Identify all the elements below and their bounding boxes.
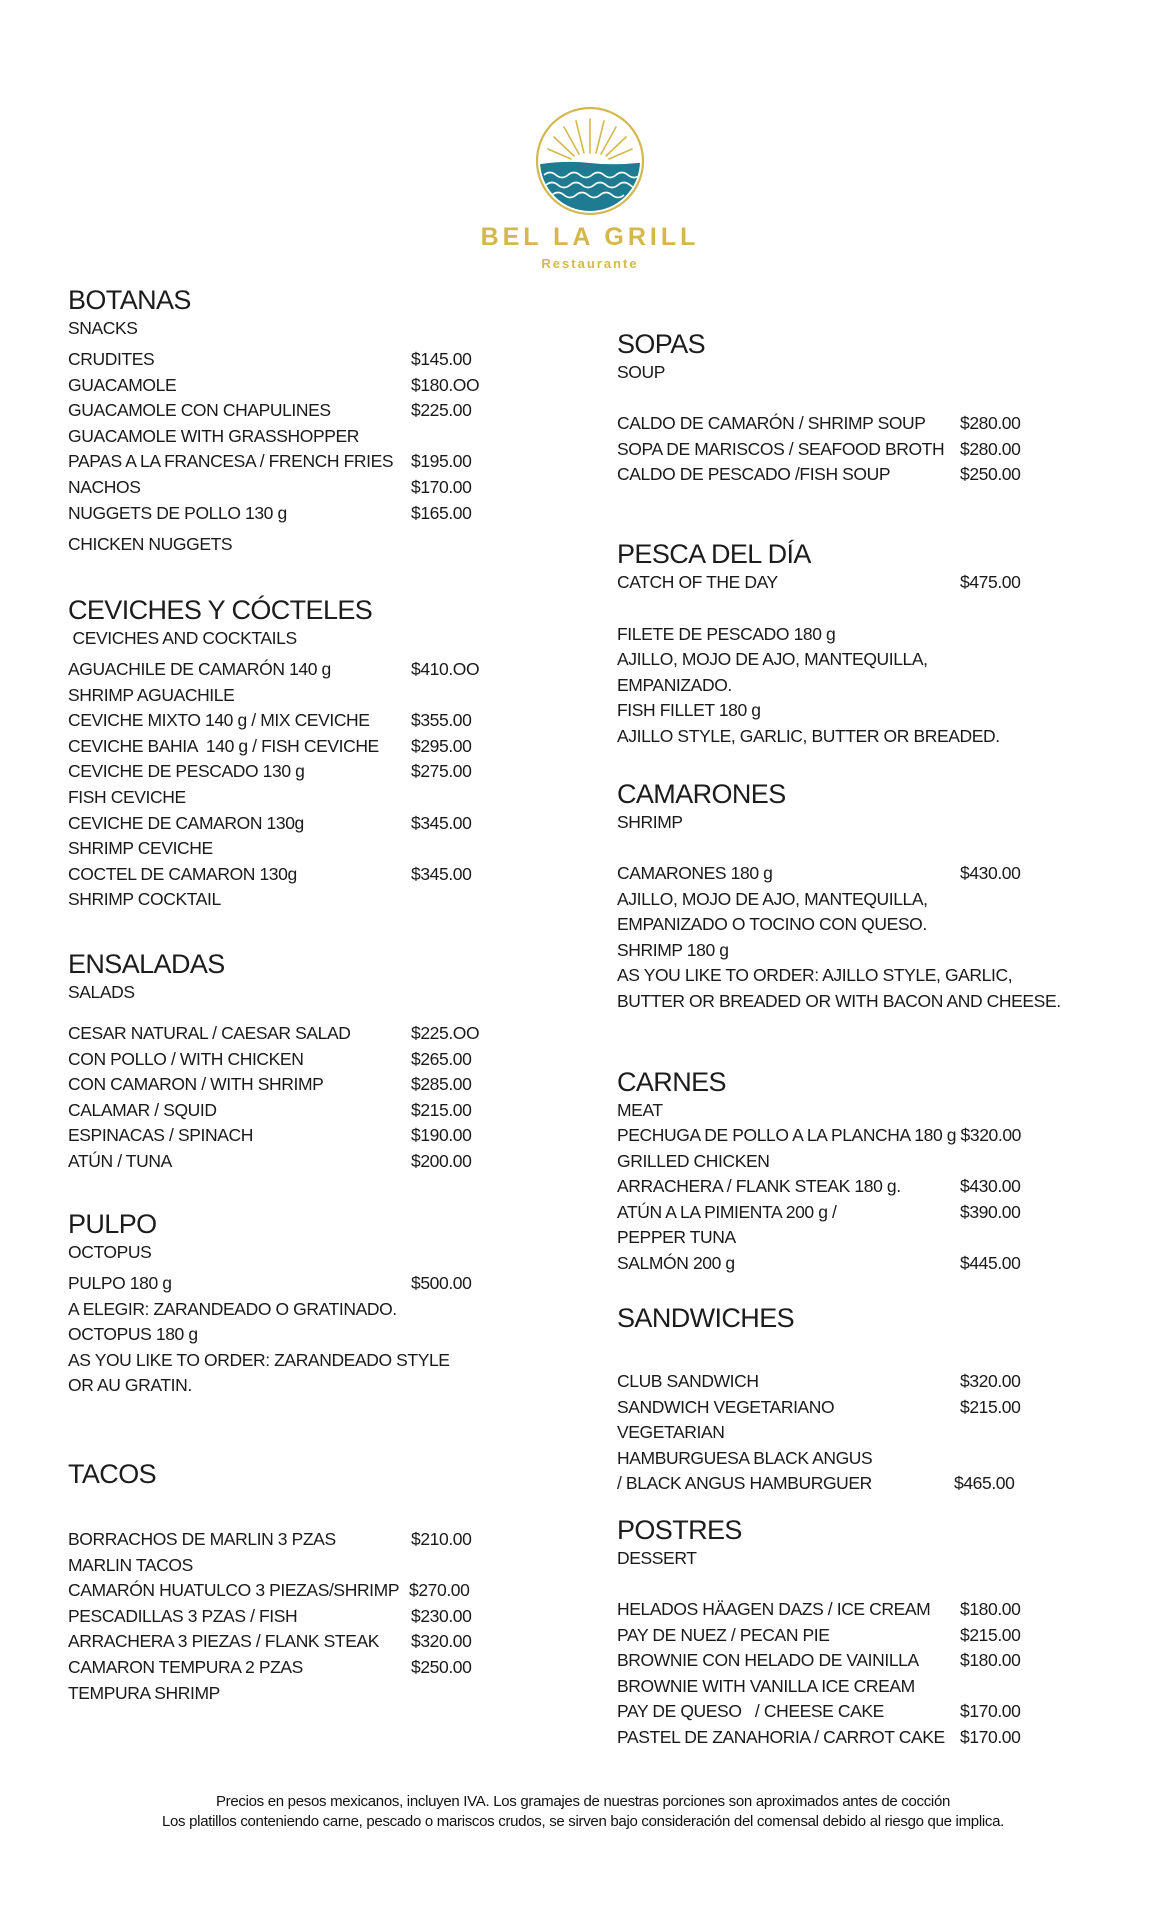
section-subtitle: SOUP [617, 362, 665, 382]
menu-item: NACHOS $170.00 [68, 475, 508, 501]
price: $390.00 [960, 1201, 1021, 1222]
menu-item-description: AJILLO STYLE, GARLIC, BUTTER OR BREADED. [617, 725, 1000, 746]
price: $225.00 [411, 400, 472, 421]
menu-item-description: EMPANIZADO O TOCINO CON QUESO. [617, 914, 927, 935]
menu-item-description: FISH FILLET 180 g [617, 700, 761, 721]
menu-item: PULPO 180 g $500.00 [68, 1271, 508, 1297]
section-title: CEVICHES Y CÓCTELES [68, 595, 373, 625]
menu-item-description: BROWNIE WITH VANILLA ICE CREAM [617, 1675, 915, 1696]
price: $295.00 [411, 735, 472, 756]
menu-item: BROWNIE CON HELADO DE VAINILLA $180.00 [617, 1648, 1077, 1674]
menu-item: CALDO DE CAMARÓN / SHRIMP SOUP $280.00 [617, 411, 1077, 437]
section-title: CARNES [617, 1067, 726, 1097]
price: $320.00 [411, 1631, 472, 1652]
price: $225.OO [411, 1023, 480, 1043]
price: $180.00 [960, 1650, 1021, 1671]
menu-item-description: A ELEGIR: ZARANDEADO O GRATINADO. [68, 1298, 397, 1319]
menu-item: BORRACHOS DE MARLIN 3 PZAS $210.00 [68, 1527, 508, 1553]
section-subtitle: CEVICHES AND COCKTAILS [68, 628, 297, 648]
menu-item-description: HAMBURGUESA BLACK ANGUS [617, 1447, 873, 1468]
price: $200.00 [411, 1150, 472, 1171]
price: $475.00 [960, 572, 1021, 592]
section-sandwiches [617, 1302, 1077, 1497]
menu-item: ARRACHERA 3 PIEZAS / FLANK STEAK $320.00 [68, 1629, 508, 1655]
section-subtitle: DESSERT [617, 1548, 697, 1568]
menu-item: HELADOS HÄAGEN DAZS / ICE CREAM $180.00 [617, 1597, 1077, 1623]
menu-item: PAY DE QUESO / CHEESE CAKE $170.00 [617, 1699, 1077, 1725]
menu-item-description: SHRIMP COCKTAIL [68, 889, 221, 910]
section-title: SANDWICHES [617, 1303, 795, 1333]
section-title: POSTRES [617, 1515, 742, 1545]
section-pesca-del-dia [617, 538, 1077, 750]
price: $345.00 [411, 863, 472, 884]
price: $465.00 [954, 1473, 1015, 1494]
section-title: PULPO [68, 1209, 157, 1239]
section-title: SOPAS [617, 329, 706, 359]
menu-item: GUACAMOLE CON CHAPULINES $225.00 [68, 398, 508, 424]
section-botanas [68, 284, 508, 558]
section-subtitle: SALADS [68, 982, 135, 1002]
price: $250.00 [411, 1656, 472, 1677]
menu-item-description: MARLIN TACOS [68, 1554, 193, 1575]
price: $280.00 [960, 438, 1021, 459]
menu-item-description: FISH CEVICHE [68, 786, 186, 807]
menu-item: PASTEL DE ZANAHORIA / CARROT CAKE $170.00 [617, 1725, 1077, 1751]
price: $195.00 [411, 451, 472, 472]
section-sopas [617, 328, 1077, 488]
section-ensaladas [68, 948, 508, 1175]
menu-item: / BLACK ANGUS HAMBURGUER $465.00 [617, 1471, 1077, 1497]
price: $430.00 [960, 1176, 1021, 1197]
menu-item: PECHUGA DE POLLO A LA PLANCHA 180 g $320.00 [617, 1125, 1022, 1145]
section-camarones [617, 778, 1077, 1015]
menu-item: COCTEL DE CAMARON 130g $345.00 [68, 862, 508, 888]
price: $230.00 [411, 1605, 472, 1626]
price: $445.00 [960, 1252, 1021, 1273]
section-title: TACOS [68, 1459, 157, 1489]
menu-item-description: OR AU GRATIN. [68, 1375, 192, 1396]
price: $430.00 [960, 863, 1021, 883]
menu-item: CEVICHE BAHIA 140 g / FISH CEVICHE $295.00 [68, 734, 508, 760]
footer-line-2: Los platillos conteniendo carne, pescado o mariscos crudos, se sirven bajo consideración del comensal debido al riesgo que implica. [161, 1813, 1005, 1830]
price: $345.00 [411, 812, 472, 833]
menu-item: CAMARÓN HUATULCO 3 PIEZAS/SHRIMP $270.00 [68, 1578, 508, 1604]
brand-subtitle: Restaurante [541, 256, 639, 271]
footer-disclaimer [0, 1792, 1166, 1832]
section-subtitle: OCTOPUS [68, 1242, 152, 1262]
menu-item: CALDO DE PESCADO /FISH SOUP $250.00 [617, 462, 1077, 488]
section-title: CAMARONES [617, 779, 786, 809]
menu-item: CESAR NATURAL / CAESAR SALAD $225.OO [68, 1021, 508, 1047]
menu-item: ATÚN A LA PIMIENTA 200 g / $390.00 [617, 1200, 1077, 1226]
menu-item: CEVICHE MIXTO 140 g / MIX CEVICHE $355.00 [68, 708, 508, 734]
section-subtitle: SNACKS [68, 318, 138, 338]
menu-item: SANDWICH VEGETARIANO $215.00 [617, 1395, 1077, 1421]
menu-item: PESCADILLAS 3 PZAS / FISH $230.00 [68, 1604, 508, 1630]
menu-item: CLUB SANDWICH $320.00 [617, 1369, 1077, 1395]
section-pulpo [68, 1208, 508, 1399]
menu-item: CEVICHE DE CAMARON 130g $345.00 [68, 811, 508, 837]
menu-item-description: BUTTER OR BREADED OR WITH BACON AND CHEESE. [617, 990, 1061, 1011]
section-postres [617, 1514, 1077, 1751]
menu-item-description: SHRIMP AGUACHILE [68, 684, 235, 705]
menu-item-description: SHRIMP 180 g [617, 939, 729, 960]
menu-item-description: EMPANIZADO. [617, 674, 732, 695]
price: $265.00 [411, 1048, 472, 1069]
menu-item: AGUACHILE DE CAMARÓN 140 g $410.OO [68, 657, 508, 683]
menu-item: ATÚN / TUNA $200.00 [68, 1149, 508, 1175]
price: $270.00 [409, 1580, 470, 1601]
section-title: BOTANAS [68, 285, 191, 315]
menu-item-description: SHRIMP CEVICHE [68, 838, 213, 859]
menu-item: CAMARONES 180 g $430.00 [617, 861, 1077, 887]
menu-item-description: GUACAMOLE WITH GRASSHOPPER [68, 425, 360, 446]
price: $250.00 [960, 464, 1021, 485]
brand-name: BEL LA GRILL [480, 223, 700, 251]
section-subtitle: MEAT [617, 1100, 663, 1120]
menu-item: CRUDITES $145.00 [68, 347, 508, 373]
price: $500.00 [411, 1273, 472, 1293]
restaurant-logo [480, 105, 700, 275]
menu-item: CEVICHE DE PESCADO 130 g $275.00 [68, 759, 508, 785]
price: $190.00 [411, 1125, 472, 1146]
price: $170.00 [411, 476, 472, 497]
price: $170.00 [960, 1701, 1021, 1722]
menu-item-description: AJILLO, MOJO DE AJO, MANTEQUILLA, [617, 888, 928, 909]
section-tacos [68, 1458, 508, 1706]
menu-item-description: GRILLED CHICKEN [617, 1150, 770, 1171]
price: $355.00 [411, 710, 472, 731]
menu-item: SOPA DE MARISCOS / SEAFOOD BROTH $280.00 [617, 437, 1077, 463]
price: $145.00 [411, 349, 472, 369]
price: $170.00 [960, 1726, 1021, 1747]
price: $215.00 [960, 1624, 1021, 1645]
price: $410.OO [411, 659, 480, 679]
menu-item: CALAMAR / SQUID $215.00 [68, 1098, 508, 1124]
section-ceviches [68, 594, 508, 913]
price: $180.00 [960, 1599, 1021, 1619]
sun-over-waves-logo-icon [534, 105, 646, 217]
price: $285.00 [411, 1074, 472, 1095]
footer-line-1: Precios en pesos mexicanos, incluyen IVA. Los gramajes de nuestras porciones son aproximados antes de cocción [215, 1793, 951, 1810]
menu-item-description: AS YOU LIKE TO ORDER: AJILLO STYLE, GARLIC, [617, 965, 1013, 986]
menu-item: SALMÓN 200 g $445.00 [617, 1251, 1077, 1277]
menu-item: CON CAMARON / WITH SHRIMP $285.00 [68, 1072, 508, 1098]
menu-item-description: CHICKEN NUGGETS [68, 534, 233, 555]
menu-item: CAMARON TEMPURA 2 PZAS $250.00 [68, 1655, 508, 1681]
price: $165.00 [411, 502, 472, 523]
menu-item-description: AS YOU LIKE TO ORDER: ZARANDEADO STYLE [68, 1349, 450, 1370]
price: $215.00 [411, 1099, 472, 1120]
menu-item: PAPAS A LA FRANCESA / FRENCH FRIES $195.00 [68, 449, 508, 475]
menu-item: CON POLLO / WITH CHICKEN $265.00 [68, 1047, 508, 1073]
section-carnes [617, 1066, 1077, 1277]
price: $280.00 [960, 413, 1021, 433]
section-subtitle: SHRIMP [617, 812, 683, 832]
price: $215.00 [960, 1396, 1021, 1417]
menu-item-description: FILETE DE PESCADO 180 g [617, 623, 836, 644]
menu-item: PAY DE NUEZ / PECAN PIE $215.00 [617, 1623, 1077, 1649]
menu-item: CATCH OF THE DAY $475.00 [617, 570, 1077, 596]
price: $210.00 [411, 1529, 472, 1549]
menu-item-description: PEPPER TUNA [617, 1227, 736, 1248]
menu-item-description: AJILLO, MOJO DE AJO, MANTEQUILLA, [617, 649, 928, 670]
menu-item-description: TEMPURA SHRIMP [68, 1682, 220, 1703]
section-title: ENSALADAS [68, 949, 225, 979]
section-title: PESCA DEL DÍA [617, 539, 811, 569]
menu-item-description: VEGETARIAN [617, 1422, 725, 1443]
menu-item: NUGGETS DE POLLO 130 g $165.00 [68, 501, 508, 527]
menu-item-description: OCTOPUS 180 g [68, 1324, 198, 1345]
menu-item: ESPINACAS / SPINACH $190.00 [68, 1123, 508, 1149]
price: $275.00 [411, 761, 472, 782]
menu-item: GUACAMOLE $180.OO [68, 373, 508, 399]
menu-item: ARRACHERA / FLANK STEAK 180 g. $430.00 [617, 1174, 1077, 1200]
price: $180.OO [411, 374, 480, 395]
price: $320.00 [960, 1371, 1021, 1391]
